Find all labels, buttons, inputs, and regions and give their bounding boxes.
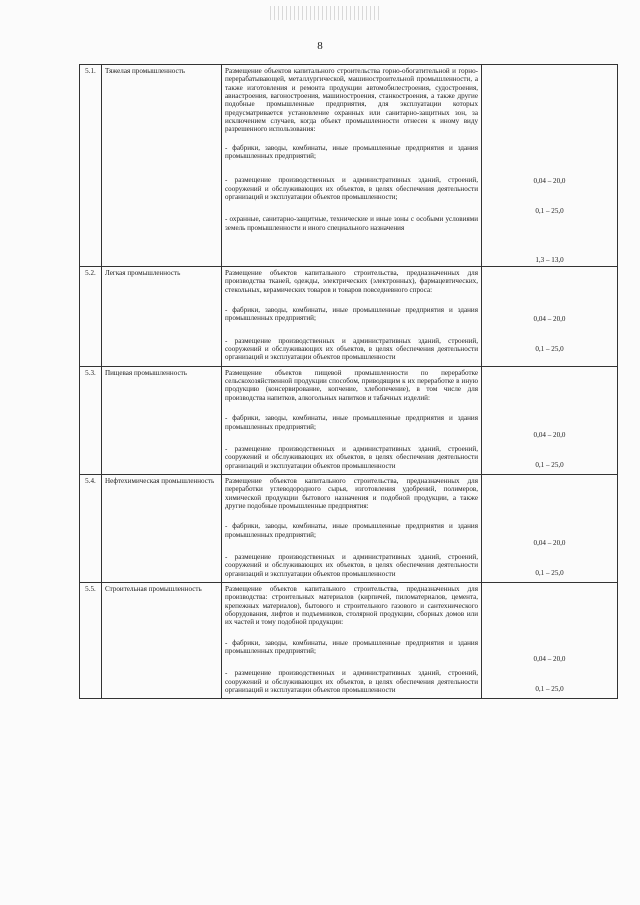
use-description [222,366,482,474]
page-number: 8 [317,40,323,52]
description-intro: Размещение объектов пищевой промышленности по переработке сельскохозяйственной продукции способом, приводящим к их переработке в иную продукцию (консервирование, копчение, хлебопечение), в том числе для производства напитков, алкогольных напитков и табачных изделий: [225,368,478,402]
row-number: 5.3. [80,366,102,474]
description-item: - размещение производственных и административных зданий, строений, сооружений и обслуживающих их объектов, в целях обеспечения деятельности организаций и эксплуатации объектов промышленности [225,336,478,362]
use-type-name: Строительная промышленность [102,582,222,698]
row-number: 5.2. [80,267,102,367]
use-type-name: Легкая промышленность [102,267,222,367]
area-value: 0,04 – 20,0 [533,654,566,663]
use-type-name: Пищевая промышленность [102,366,222,474]
area-values [482,582,618,698]
area-value: 0,1 – 25,0 [535,685,564,694]
row-number: 5.4. [80,474,102,582]
description-item: - фабрики, заводы, комбинаты, иные промышленные предприятия и здания промышленных предприятий; [225,522,478,539]
description-item: - охранные, санитарно-защитные, технические и иные зоны с особыми условиями земель промышленности и иного специального назначения [225,215,478,232]
table-row [80,366,618,474]
area-value: 1,3 – 13,0 [535,255,564,264]
description-intro: Размещение объектов капитального строительства, предназначенных для производства тканей, одежды, электрических (электронных), фармацевтических, стекольных, керамических товаров и товаров повседневного спроса: [225,269,478,294]
description-item: - фабрики, заводы, комбинаты, иные промышленные предприятия и здания промышленных предприятий; [225,306,478,323]
area-values [482,267,618,367]
description-item: - фабрики, заводы, комбинаты, иные промышленные предприятия и здания промышленных предприятий; [225,414,478,431]
use-description [222,65,482,267]
row-number: 5.5. [80,582,102,698]
description-intro: Размещение объектов капитального строительства, предназначенных для переработки углеводородного сырья, изготовления удобрений, полимеров, химической продукции бытового назначения и подобной продукции, а также другие подобные промышленные предприятия: [225,476,478,510]
area-value: 0,1 – 25,0 [535,569,564,578]
area-values [482,65,618,267]
use-description [222,267,482,367]
use-description [222,474,482,582]
area-values [482,474,618,582]
table-row [80,65,618,267]
use-type-name: Нефтехимическая промышленность [102,474,222,582]
area-value: 0,1 – 25,0 [535,461,564,470]
area-value: 0,04 – 20,0 [533,538,566,547]
table-row [80,474,618,582]
scan-artifact [270,6,380,20]
use-type-name: Тяжелая промышленность [102,65,222,267]
area-value: 0,04 – 20,0 [533,315,566,324]
description-item: - размещение производственных и административных зданий, строений, сооружений и обслуживающих их объектов, в целях обеспечения деятельности организаций и эксплуатации объектов промышленности [225,669,478,695]
table-row [80,267,618,367]
table-row [80,582,618,698]
description-item: - размещение производственных и административных зданий, строений, сооружений и обслуживающих их объектов, в целях обеспечения деятельности организаций и эксплуатации объектов промышленности [225,444,478,470]
row-number: 5.1. [80,65,102,267]
area-value: 0,04 – 20,0 [533,177,566,185]
description-item: - размещение производственных и административных зданий, строений, сооружений и обслуживающих их объектов, в целях обеспечения деятельности организаций и эксплуатации объектов промышленности; [225,176,478,202]
area-value: 0,04 – 20,0 [533,430,566,439]
description-item: - размещение производственных и административных зданий, строений, сооружений и обслуживающих их объектов, в целях обеспечения деятельности организаций и эксплуатации объектов промышленности [225,552,478,578]
description-item: - фабрики, заводы, комбинаты, иные промышленные предприятия и здания промышленных предприятий; [225,143,478,161]
description-intro: Размещение объектов капитального строительства горно-обогатительной и горно-перерабатывающей, металлургической, машиностроительной промышленности, а также изготовления и ремонта продукции автомобилестроения, судостроения, авиастроения, вагоностроения, машиностроения, станкостроения, а также другие подобные промышленные предприятия, для эксплуатации которых предусматривается установление охранных или санитарно-защитных зон, за исключением случаев, когда объект промышленности отнесен к иному виду разрешенного использования: [225,67,478,134]
use-description [222,582,482,698]
area-values [482,366,618,474]
description-item: - фабрики, заводы, комбинаты, иные промышленные предприятия и здания промышленных предприятий; [225,638,478,656]
description-intro: Размещение объектов капитального строительства, предназначенных для производства: строительных материалов (кирпичей, пиломатериалов, цемента, крепежных материалов), бытового и строительного газового и сантехнического оборудования, лифтов и подъемников, столярной продукции, сборных домов или их частей и тому подобной продукции: [225,584,478,627]
area-value: 0,1 – 25,0 [535,207,564,216]
land-use-table [79,64,618,699]
area-value: 0,1 – 25,0 [535,345,564,354]
